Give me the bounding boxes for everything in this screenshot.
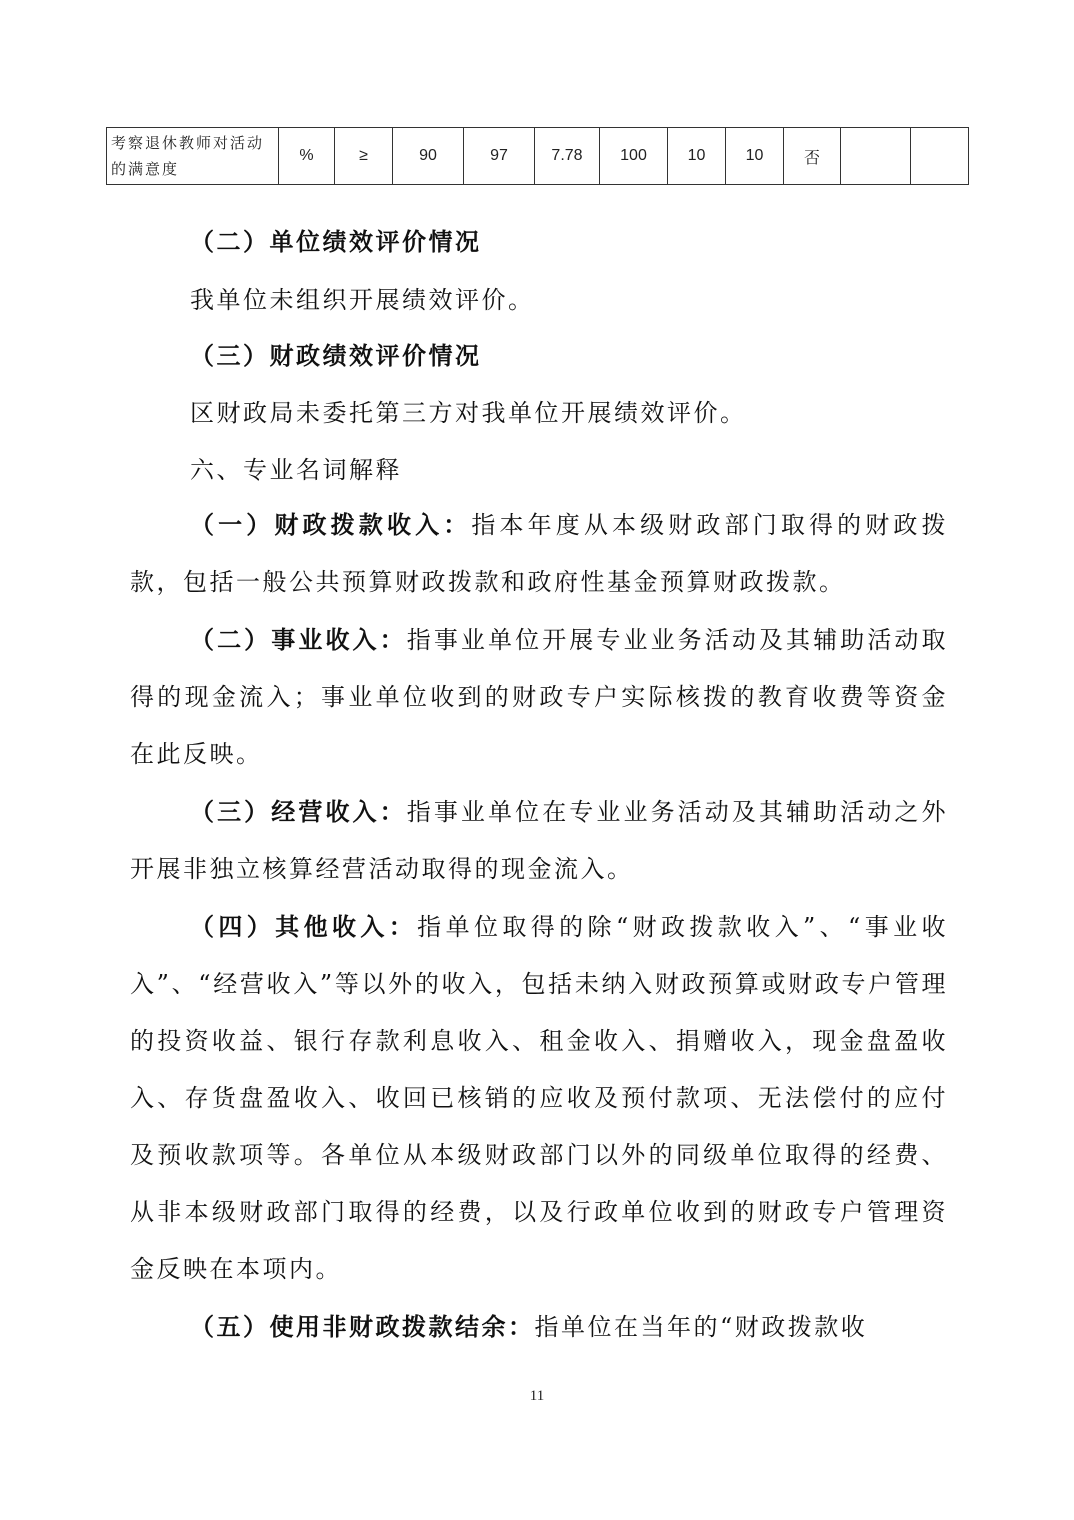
glossary-description: 指单位在当年的“财政拨款收	[534, 1313, 868, 1341]
table-cell-empty	[911, 128, 969, 185]
glossary-description: 指单位取得的除“财政拨款收入”、“事业收入”、“经营收入”等以外的收入，包括未纳入财政预算或财政专户管理的投资收益、银行存款利息收入、租金收入、捐赠收入，现金盘盈收入、存货盘盈收入、收回已核销的应收及预付款项、无法偿付的应付及预收款项等。各单位从本级财政部门以外的同级单位取得的经费、从非本级财政部门取得的经费，以及行政单位收到的财政专户管理资金反映在本项内。	[130, 913, 948, 1283]
table-cell-indicator: 考察退休教师对活动的满意度	[107, 128, 279, 185]
table-cell-completion: 100	[600, 128, 668, 185]
table-cell-unit: %	[279, 128, 335, 185]
glossary-description: 指事业单位开展专业业务活动及其辅助活动取得的现金流入；事业单位收到的财政专户实际核拨的教育收费等资金在此反映。	[130, 626, 949, 768]
table-cell-value: 7.78	[535, 128, 600, 185]
section-heading-finance-eval: （三）财政绩效评价情况	[190, 341, 482, 370]
glossary-term: （四）其他收入：	[190, 912, 418, 941]
performance-table	[106, 127, 969, 185]
glossary-body	[130, 496, 948, 1356]
glossary-term: （五）使用非财政拨款结余：	[190, 1312, 535, 1341]
table-row	[107, 128, 969, 185]
table-cell-score: 10	[726, 128, 784, 185]
table-cell-weight: 10	[668, 128, 726, 185]
glossary-item	[130, 898, 948, 1298]
page-number: 11	[529, 1388, 545, 1404]
glossary-item	[130, 1298, 948, 1356]
glossary-term: （三）经营收入：	[190, 797, 407, 826]
table-cell-actual: 97	[464, 128, 535, 185]
glossary-heading: 六、专业名词解释	[190, 456, 402, 484]
glossary-item	[130, 496, 948, 611]
table-cell-flag: 否	[784, 128, 841, 185]
glossary-term: （二）事业收入：	[190, 625, 407, 654]
glossary-item	[130, 611, 948, 783]
finance-eval-text: 区财政局未委托第三方对我单位开展绩效评价。	[190, 399, 747, 427]
table-cell-operator: ≥	[335, 128, 393, 185]
glossary-description: 指事业单位在专业业务活动及其辅助活动之外开展非独立核算经营活动取得的现金流入。	[130, 798, 949, 883]
section-heading-unit-eval: （二）单位绩效评价情况	[190, 227, 482, 256]
unit-eval-text: 我单位未组织开展绩效评价。	[190, 286, 535, 314]
table-cell-empty	[841, 128, 911, 185]
table-cell-target: 90	[393, 128, 464, 185]
glossary-term: （一）财政拨款收入：	[190, 510, 472, 539]
glossary-description: 指本年度从本级财政部门取得的财政拨款，包括一般公共预算财政拨款和政府性基金预算财政拨款。	[130, 511, 949, 596]
glossary-item	[130, 783, 948, 898]
